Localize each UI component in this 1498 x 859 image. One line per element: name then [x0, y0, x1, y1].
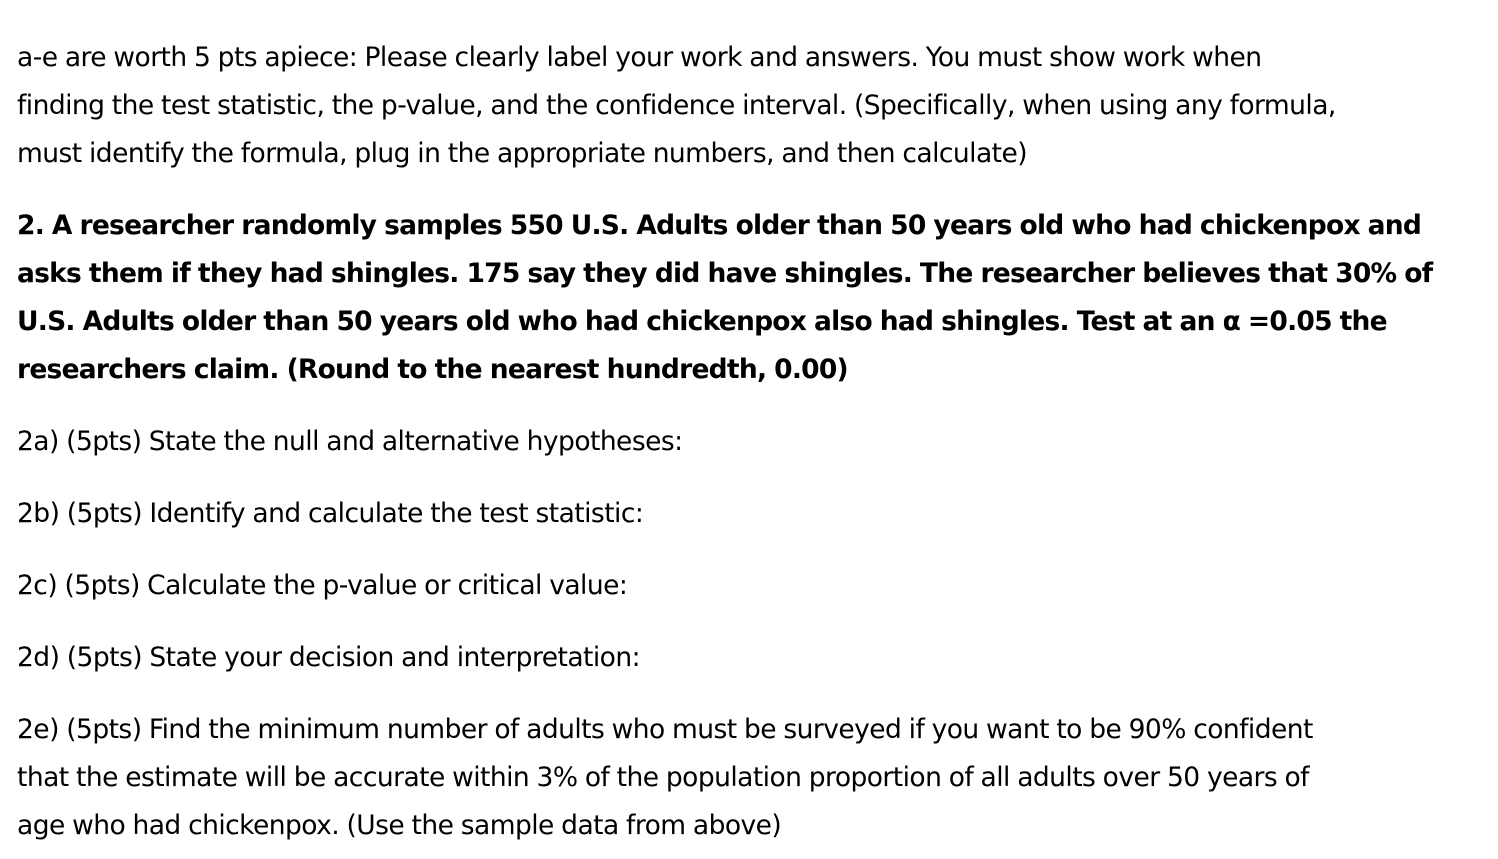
part-2a-hypotheses: 2a) (5pts) State the null and alternative hypotheses:: [17, 426, 683, 457]
question-line-2: asks them if they had shingles. 175 say they did have shingles. The researcher believes that 30% of: [17, 258, 1433, 289]
part-2c-p-value: 2c) (5pts) Calculate the p-value or critical value:: [17, 570, 628, 601]
part-2d-decision: 2d) (5pts) State your decision and interpretation:: [17, 642, 640, 673]
question-line-3: U.S. Adults older than 50 years old who had chickenpox also had shingles. Test at an α =0.05 the: [17, 306, 1387, 337]
question-2-prompt: [17, 202, 1468, 394]
part-2e-line-1: 2e) (5pts) Find the minimum number of adults who must be surveyed if you want to be 90% confident: [17, 714, 1313, 745]
question-line-4: researchers claim. (Round to the nearest hundredth, 0.00): [17, 354, 848, 385]
instructions-line-1: a-e are worth 5 pts apiece: Please clearly label your work and answers. You must show work when: [17, 42, 1262, 73]
part-2e-sample-size: [17, 706, 1468, 850]
question-line-1: 2. A researcher randomly samples 550 U.S. Adults older than 50 years old who had chickenpox and: [17, 210, 1422, 241]
part-2e-line-3: age who had chickenpox. (Use the sample data from above): [17, 810, 782, 841]
part-2b-test-statistic: 2b) (5pts) Identify and calculate the test statistic:: [17, 498, 644, 529]
instructions-line-3: must identify the formula, plug in the appropriate numbers, and then calculate): [17, 138, 1028, 169]
instructions-paragraph: [17, 34, 1468, 178]
part-2e-line-2: that the estimate will be accurate within 3% of the population proportion of all adults over 50 years of: [17, 762, 1309, 793]
instructions-line-2: finding the test statistic, the p-value, and the confidence interval. (Specifically, when using any formula,: [17, 90, 1336, 121]
